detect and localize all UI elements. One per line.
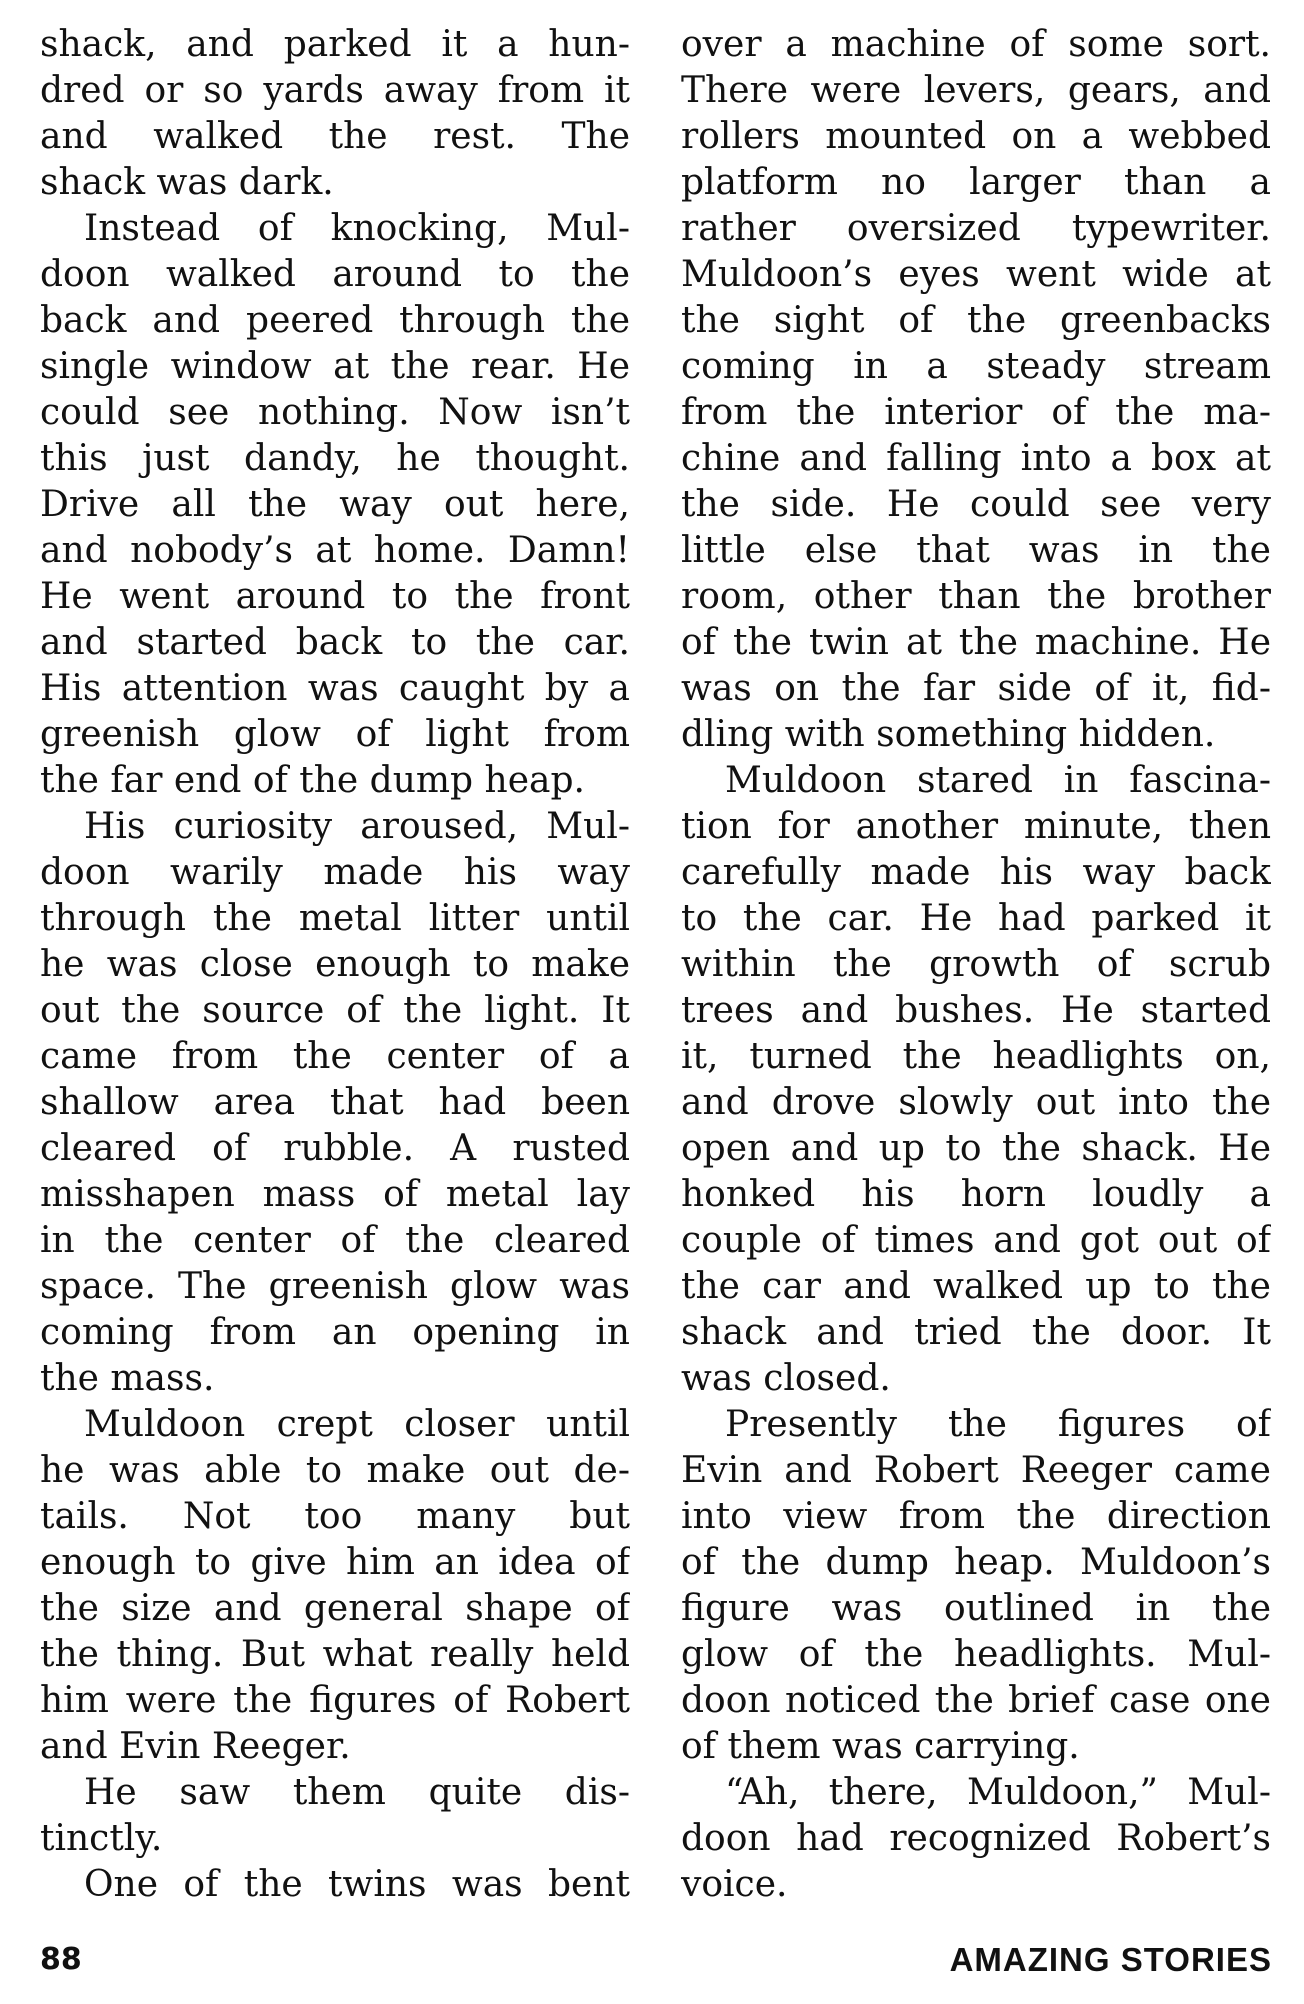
text-line: came from the center of a (40, 1036, 630, 1077)
text-line: Evin and Robert Reeger came (681, 1450, 1271, 1491)
text-line: the sight of the greenbacks (681, 300, 1271, 341)
text-line: doon noticed the brief case one (681, 1680, 1271, 1721)
text-line: shallow area that had been (40, 1082, 630, 1123)
text-line: was closed. (681, 1358, 891, 1399)
text-line: rollers mounted on a webbed (681, 116, 1271, 157)
text-line: honked his horn loudly a (681, 1174, 1271, 1215)
text-line: trees and bushes. He started (681, 990, 1271, 1031)
text-line: dred or so yards away from it (40, 70, 630, 111)
text-line: doon walked around to the (40, 254, 630, 295)
text-line: misshapen mass of metal lay (40, 1174, 630, 1215)
text-line: chine and falling into a box at (681, 438, 1271, 479)
text-line: Muldoon stared in fascina- (725, 760, 1271, 801)
text-line: figure was outlined in the (681, 1588, 1271, 1629)
text-line: “Ah, there, Muldoon,” Mul- (725, 1772, 1271, 1813)
text-line: shack was dark. (40, 162, 334, 203)
text-line: in the center of the cleared (40, 1220, 630, 1261)
text-line: space. The greenish glow was (40, 1266, 630, 1307)
text-line: single window at the rear. He (40, 346, 630, 387)
text-line: Muldoon’s eyes went wide at (681, 254, 1271, 295)
text-line: carefully made his way back (681, 852, 1271, 893)
text-line: He saw them quite dis- (84, 1772, 630, 1813)
text-line: out the source of the light. It (40, 990, 630, 1031)
text-line: Muldoon crept closer until (84, 1404, 630, 1445)
text-line: the far end of the dump heap. (40, 760, 585, 801)
right-column (681, 22, 1271, 1908)
text-line: of the dump heap. Muldoon’s (681, 1542, 1271, 1583)
text-line: There were levers, gears, and (681, 70, 1271, 111)
text-line: him were the figures of Robert (40, 1680, 630, 1721)
text-line: and drove slowly out into the (681, 1082, 1271, 1123)
text-line: the thing. But what really held (40, 1634, 630, 1675)
text-line: from the interior of the ma- (681, 392, 1271, 433)
text-line: His attention was caught by a (40, 668, 630, 709)
text-line: it, turned the headlights on, (681, 1036, 1271, 1077)
text-line: the mass. (40, 1358, 215, 1399)
text-line: little else that was in the (681, 530, 1271, 571)
text-line: was on the far side of it, fid- (681, 668, 1271, 709)
text-line: into view from the direction (681, 1496, 1271, 1537)
text-line: within the growth of scrub (681, 944, 1271, 985)
text-line: cleared of rubble. A rusted (40, 1128, 630, 1169)
text-line: and walked the rest. The (40, 116, 630, 157)
running-title: AMAZING STORIES (949, 1941, 1272, 1978)
text-line: doon had recognized Robert’s (681, 1818, 1271, 1859)
left-column (40, 22, 630, 1908)
text-line: He went around to the front (40, 576, 630, 617)
text-line: this just dandy, he thought. (40, 438, 630, 479)
text-line: enough to give him an idea of (40, 1542, 630, 1583)
text-line: tion for another minute, then (681, 806, 1271, 847)
text-line: he was able to make out de- (40, 1450, 630, 1491)
text-line: over a machine of some sort. (681, 24, 1271, 65)
text-line: tails. Not too many but (40, 1496, 630, 1537)
text-line: and started back to the car. (40, 622, 630, 663)
text-line: shack and tried the door. It (681, 1312, 1271, 1353)
text-line: back and peered through the (40, 300, 630, 341)
text-line: to the car. He had parked it (681, 898, 1271, 939)
text-line: Drive all the way out here, (40, 484, 630, 525)
text-line: the side. He could see very (681, 484, 1271, 525)
text-line: dling with something hidden. (681, 714, 1216, 755)
text-line: of the twin at the machine. He (681, 622, 1271, 663)
text-line: of them was carrying. (681, 1726, 1080, 1767)
text-line: he was close enough to make (40, 944, 630, 985)
text-line: Instead of knocking, Mul- (84, 208, 630, 249)
text-line: coming from an opening in (40, 1312, 630, 1353)
text-line: greenish glow of light from (40, 714, 630, 755)
page-number: 88 (40, 1942, 82, 1977)
text-line: open and up to the shack. He (681, 1128, 1271, 1169)
text-line: platform no larger than a (681, 162, 1271, 203)
text-line: couple of times and got out of (681, 1220, 1271, 1261)
text-line: and nobody’s at home. Damn! (40, 530, 630, 571)
text-line: One of the twins was bent (84, 1864, 630, 1905)
text-line: the size and general shape of (40, 1588, 630, 1629)
text-line: through the metal litter until (40, 898, 630, 939)
text-line: could see nothing. Now isn’t (40, 392, 630, 433)
text-line: doon warily made his way (40, 852, 630, 893)
text-line: voice. (681, 1864, 788, 1905)
text-line: Presently the figures of (725, 1404, 1271, 1445)
text-line: His curiosity aroused, Mul- (84, 806, 630, 847)
text-line: the car and walked up to the (681, 1266, 1271, 1307)
text-line: room, other than the brother (681, 576, 1271, 617)
text-line: rather oversized typewriter. (681, 208, 1271, 249)
text-line: and Evin Reeger. (40, 1726, 351, 1767)
text-line: coming in a steady stream (681, 346, 1271, 387)
text-line: tinctly. (40, 1818, 163, 1859)
text-line: glow of the headlights. Mul- (681, 1634, 1271, 1675)
text-line: shack, and parked it a hun- (40, 24, 630, 65)
